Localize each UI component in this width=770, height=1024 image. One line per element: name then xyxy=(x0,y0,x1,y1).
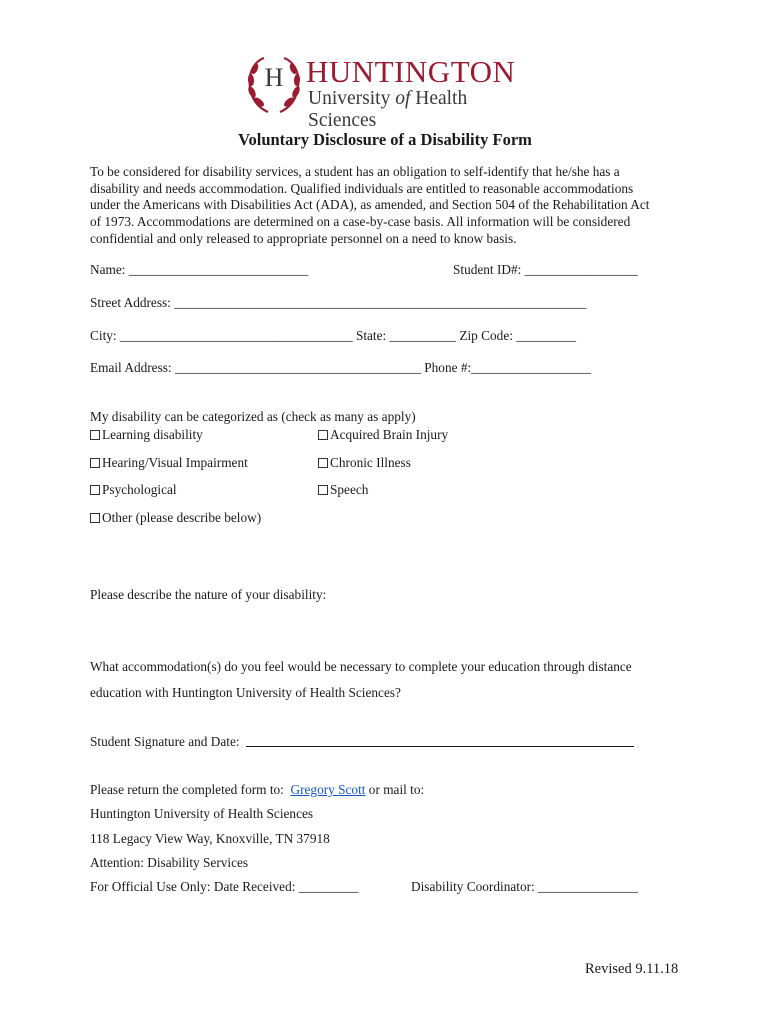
intro-line: confidential and only released to appropriate personnel on a need to know basis. xyxy=(90,230,517,246)
address-line: Attention: Disability Services xyxy=(90,855,249,870)
checkbox-chronic-illness[interactable]: Chronic Illness xyxy=(318,455,411,471)
checkbox-psychological[interactable]: Psychological xyxy=(90,482,177,498)
city-state-zip-field[interactable]: City: ___________________________________ State: __________ Zip Code: _________ xyxy=(90,328,577,343)
checkbox-icon[interactable] xyxy=(90,430,100,440)
describe-disability-prompt: Please describe the nature of your disability: xyxy=(90,587,327,602)
checkbox-other[interactable]: Other (please describe below) xyxy=(90,510,261,526)
intro-line: disability and needs accommodation. Qualified individuals are entitled to reasonable accommodations xyxy=(90,180,634,196)
official-date-received-field[interactable]: For Official Use Only: Date Received: _________ xyxy=(90,879,359,894)
checkbox-speech[interactable]: Speech xyxy=(318,482,368,498)
checkbox-icon[interactable] xyxy=(318,430,328,440)
checkbox-icon[interactable] xyxy=(318,458,328,468)
disability-coordinator-field[interactable]: Disability Coordinator: _______________ xyxy=(411,879,638,894)
return-instructions: Please return the completed form to: Gregory Scott or mail to: xyxy=(90,782,425,797)
signature-label: Student Signature and Date: xyxy=(90,734,240,749)
name-field[interactable]: Name: ___________________________ xyxy=(90,262,309,277)
checkbox-icon[interactable] xyxy=(90,513,100,523)
signature-line[interactable] xyxy=(246,746,634,747)
checkbox-learning-disability[interactable]: Learning disability xyxy=(90,427,203,443)
intro-line: of 1973. Accommodations are determined on a case-by-case basis. All information will be considered xyxy=(90,214,631,230)
revision-date: Revised 9.11.18 xyxy=(585,961,679,977)
checkbox-icon[interactable] xyxy=(90,485,100,495)
logo-wordmark: HUNTINGTON xyxy=(306,54,516,89)
checkbox-hearing-visual[interactable]: Hearing/Visual Impairment xyxy=(90,455,248,471)
email-phone-field[interactable]: Email Address: _____________________________________ Phone #:__________________ xyxy=(90,360,591,375)
checkbox-acquired-brain-injury[interactable]: Acquired Brain Injury xyxy=(318,427,448,443)
svg-text:H: H xyxy=(264,63,284,92)
logo-subtitle: University of Health Sciences xyxy=(308,88,468,131)
form-title: Voluntary Disclosure of a Disability Form xyxy=(238,130,532,149)
address-line: 118 Legacy View Way, Knoxville, TN 37918 xyxy=(90,831,330,846)
student-id-field[interactable]: Student ID#: _________________ xyxy=(453,262,638,277)
checkbox-icon[interactable] xyxy=(318,485,328,495)
university-logo xyxy=(246,52,536,131)
intro-paragraph xyxy=(90,164,686,248)
checkbox-icon[interactable] xyxy=(90,458,100,468)
accommodation-prompt-line: What accommodation(s) do you feel would be necessary to complete your education through distance xyxy=(90,659,632,674)
address-line: Huntington University of Health Sciences xyxy=(90,806,314,821)
street-address-field[interactable]: Street Address: ______________________________________________________________ xyxy=(90,295,587,310)
accommodation-prompt-line: education with Huntington University of Health Sciences? xyxy=(90,685,401,700)
categories-prompt: My disability can be categorized as (check as many as apply) xyxy=(90,409,416,424)
laurel-h-logo-icon xyxy=(246,52,302,116)
intro-line: To be considered for disability services, a student has an obligation to self-identify that he/she has a xyxy=(90,164,620,179)
intro-line: under the Americans with Disabilities Act (ADA), as amended, and Section 504 of the Rehabilitation Act xyxy=(90,197,650,213)
gregory-scott-link[interactable]: Gregory Scott xyxy=(290,782,366,797)
